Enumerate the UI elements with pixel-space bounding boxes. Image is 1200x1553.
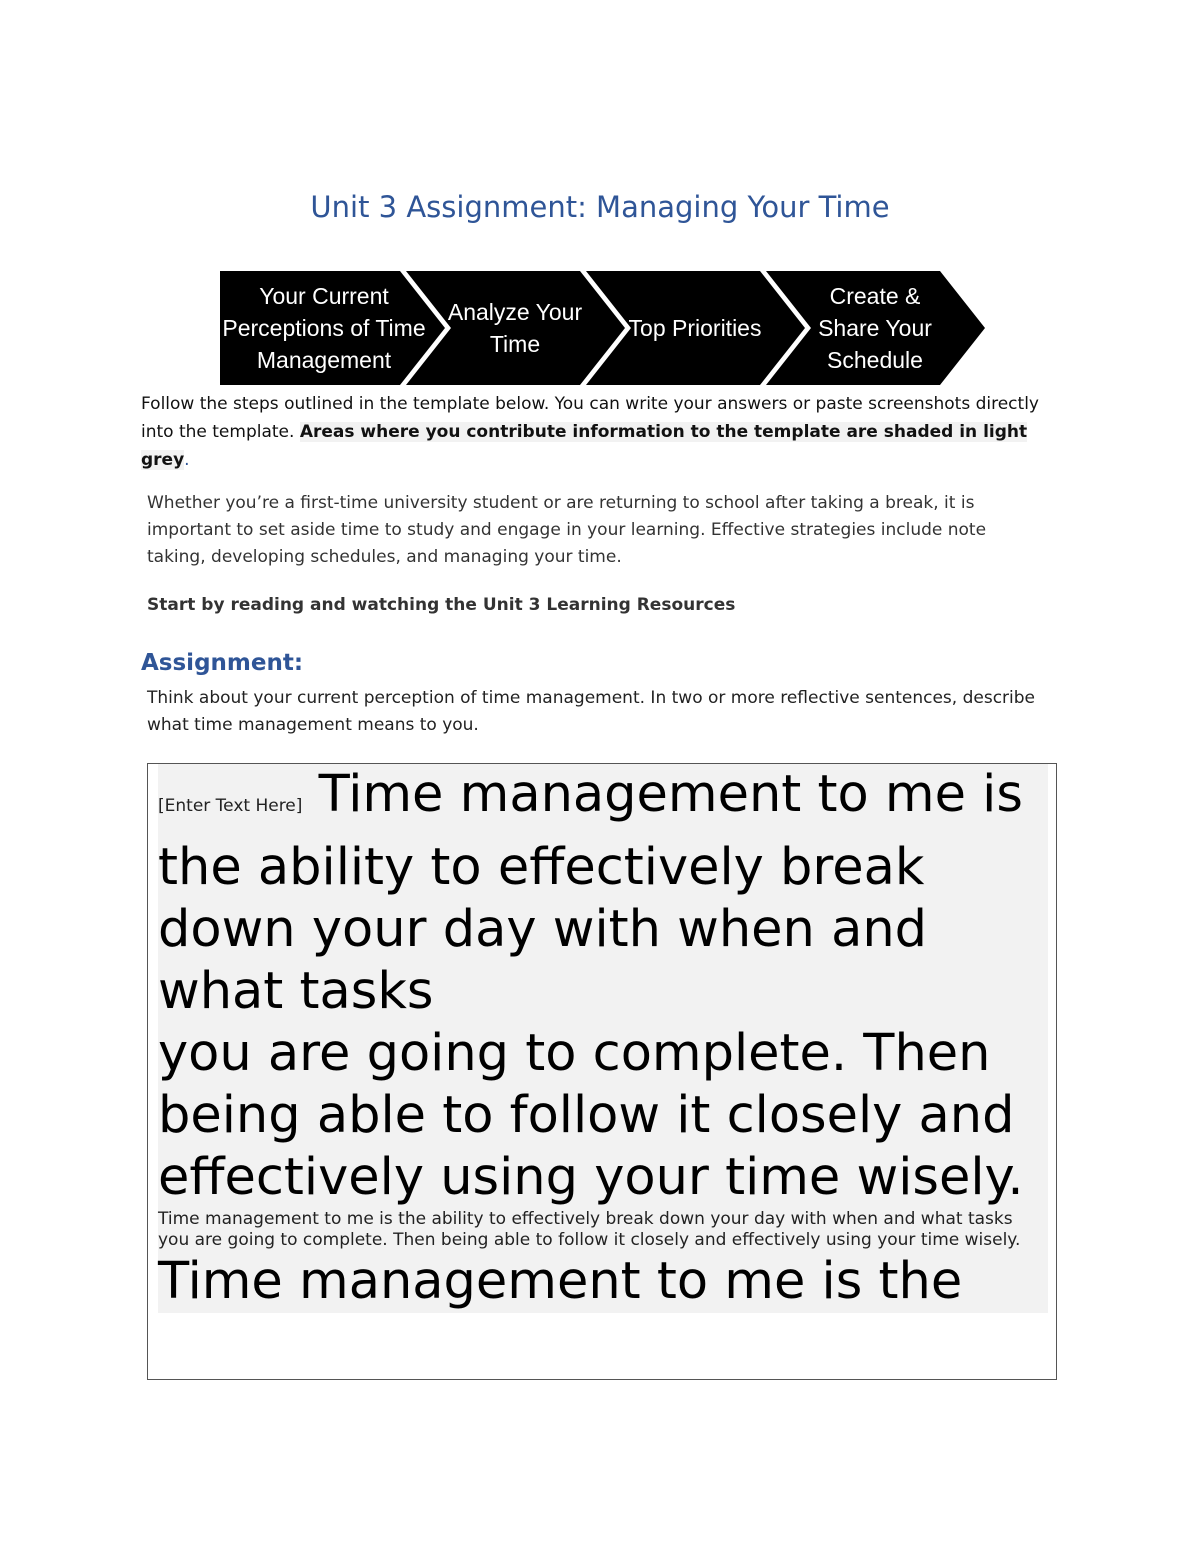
step-2-label-line: Analyze Your [447,299,583,325]
resources-note: Start by reading and watching the Unit 3 Learning Resources [147,595,736,615]
answer-large-first-text: Time management to me is the ability to effectively break down your day with when and what tasks [158,765,1023,1021]
step-4-label-line: Create & [829,283,921,309]
intro-text [141,390,1061,474]
step-4-label-line: Schedule [827,347,923,373]
answer-small[interactable]: Time management to me is the ability to effectively break down your day with when and what tasks you are going to complete. Then being able to follow it closely and effectively using your time wisely. [158,1209,1021,1250]
intro-plain: Follow the steps outlined in the template below. You can write your answers or paste screenshots directly into the template. [141,394,1039,442]
context-paragraph: Whether you’re a first-time university student or are returning to school after taking a break, it is important to set aside time to study and engage in your learning. Effective strategies include note taking, developing schedules, and managing your time. [147,493,987,567]
answer-large-repeat[interactable]: Time management to me is the [158,1252,963,1311]
step-4-label-line: Share Your [818,315,932,341]
intro-end: . [184,450,190,470]
step-2-label-line: Time [489,331,541,357]
step-1-label-line: Perceptions of Time [222,315,426,341]
answer-content[interactable] [158,764,1048,1313]
answer-large-second[interactable]: you are going to complete. Then being able to follow it closely and effectively using your time wisely. [158,1024,1024,1207]
answer-box[interactable] [147,763,1057,1380]
page-title: Unit 3 Assignment: Managing Your Time [310,190,890,224]
assignment-heading: Assignment: [141,650,304,676]
step-1-label-line: Your Current [259,283,389,309]
step-1-label-line: Management [256,347,392,373]
step-3-label-line: Top Priorities [628,315,762,341]
answer-placeholder: [Enter Text Here] [158,796,303,816]
answer-large-first[interactable] [158,764,1048,1023]
assignment-prompt: Think about your current perception of time management. In two or more reflective sentences, describe what time management means to you. [147,688,1036,735]
process-steps-diagram [220,271,988,385]
intro-highlight: Areas where you contribute information to the template are shaded in light grey [141,422,1028,470]
